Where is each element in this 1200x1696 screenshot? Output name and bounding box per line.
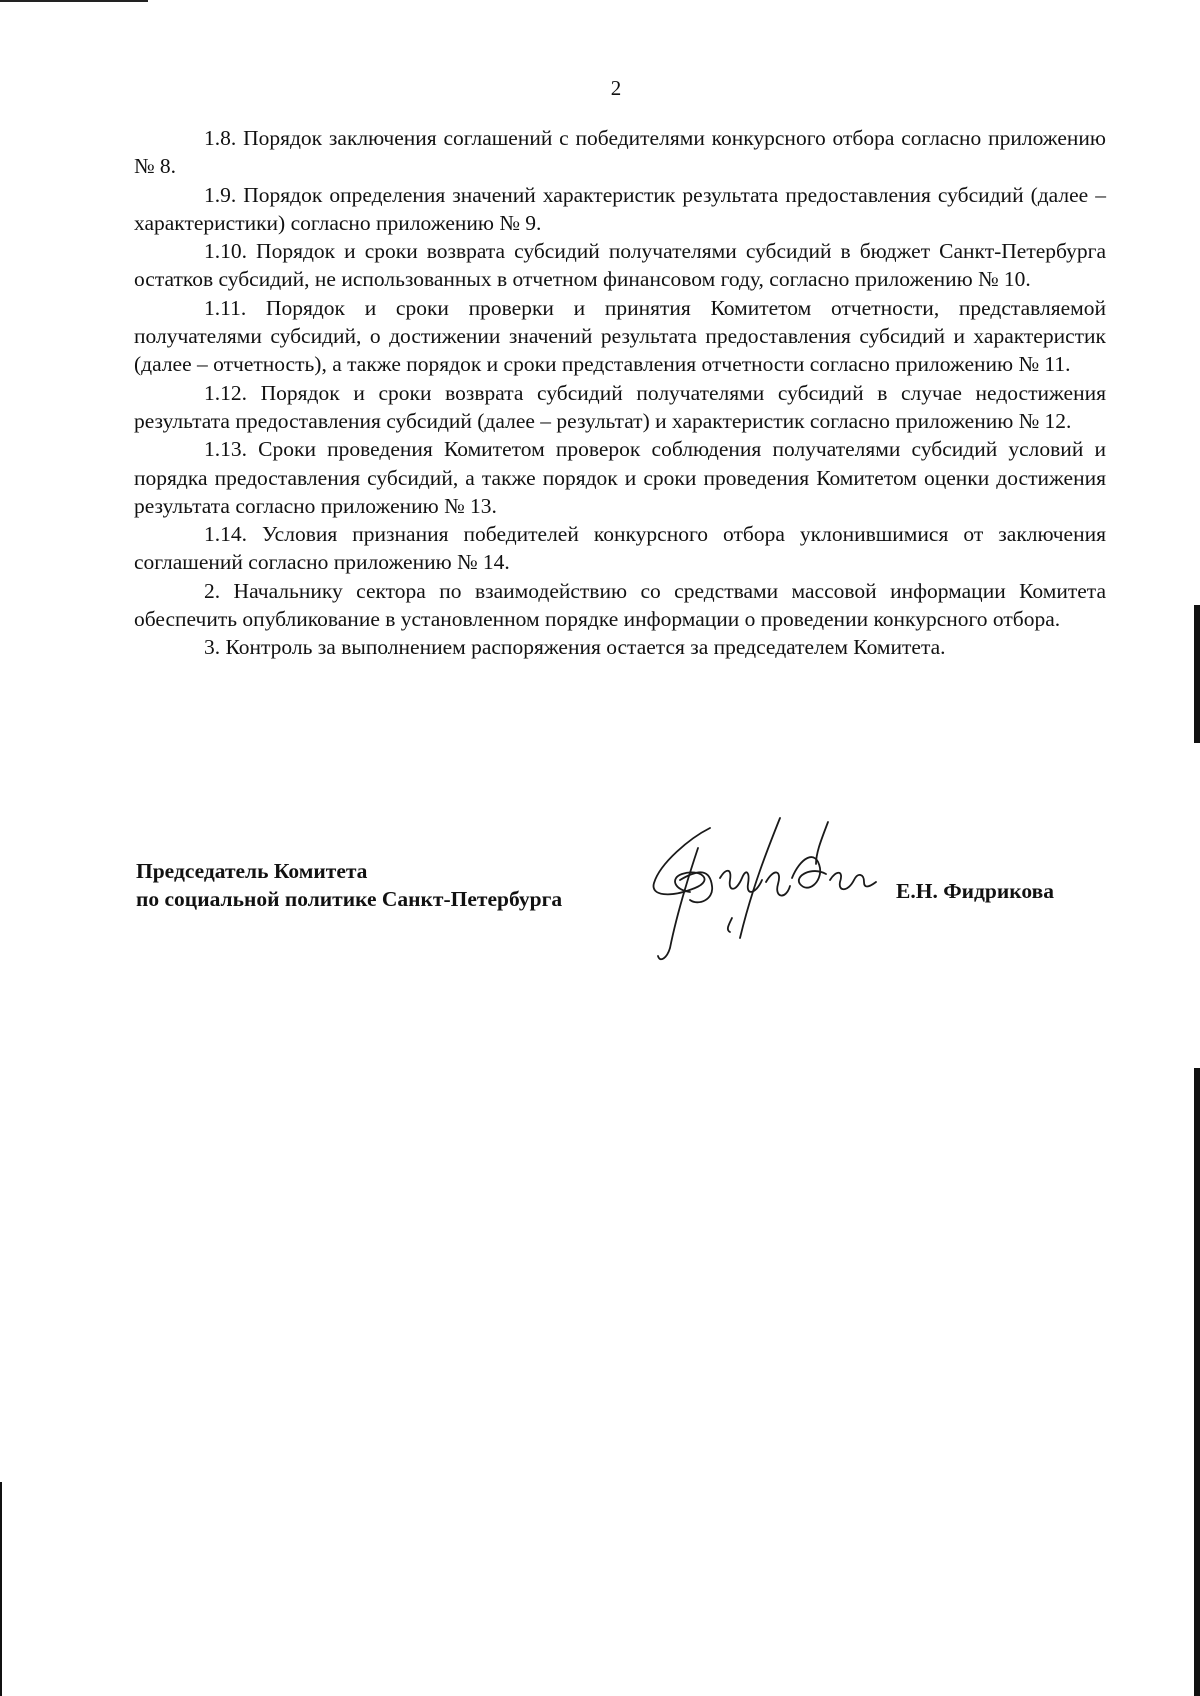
clause-2: 2. Начальнику сектора по взаимодействию со средствами массовой информации Комитета обеспечить опубликование в установленном порядке информации о проведении конкурсного отбора. <box>134 578 1106 632</box>
page-number: 2 <box>610 76 622 100</box>
clause-3: 3. Контроль за выполнением распоряжения остается за председателем Комитета. <box>204 635 946 660</box>
clause-1-9: 1.9. Порядок определения значений характеристик результата предоставления субсидий (далее – характеристики) согласно приложению № 9. <box>134 182 1106 235</box>
signer-title <box>136 857 562 913</box>
clause-1-13: 1.13. Сроки проведения Комитетом проверок соблюдения получателями субсидий условий и порядка предоставления субсидий, а также порядок и сроки проведения Комитетом оценки достижения результата согласно приложению № 13. <box>134 437 1106 518</box>
handwritten-signature-icon <box>640 808 920 968</box>
clause-1-11: 1.11. Порядок и сроки проверки и принятия Комитетом отчетности, представляемой получателями субсидий, о достижении значений результата предоставления субсидий и характеристик (далее – отчетность), а также порядок и сроки представления отчетности согласно приложению № 11. <box>134 295 1106 377</box>
scan-artifact-right-bar <box>1194 605 1200 743</box>
signer-title-line-1: Председатель Комитета <box>136 859 368 883</box>
clause-1-14: 1.14. Условия признания победителей конкурсного отбора уклонившимися от заключения соглашений согласно приложению № 14. <box>134 522 1106 575</box>
document-body <box>134 124 1106 662</box>
scan-artifact-left-line <box>0 1482 2 1696</box>
clause-1-8: 1.8. Порядок заключения соглашений с победителями конкурсного отбора согласно приложению № 8. <box>134 126 1106 179</box>
signee-name: Е.Н. Фидрикова <box>896 879 1054 903</box>
clause-1-10: 1.10. Порядок и сроки возврата субсидий получателями субсидий в бюджет Санкт-Петербурга остатков субсидий, не использованных в отчетном финансовом году, согласно приложению № 10. <box>134 239 1106 292</box>
clause-1-12: 1.12. Порядок и сроки возврата субсидий получателями субсидий в случае недостижения результата предоставления субсидий (далее – результат) и характеристик согласно приложению № 12. <box>134 380 1106 433</box>
scan-artifact-right-bar-lower <box>1194 1068 1200 1696</box>
scan-artifact-top <box>0 0 148 2</box>
signer-title-line-2: по социальной политике Санкт-Петербурга <box>136 887 563 911</box>
